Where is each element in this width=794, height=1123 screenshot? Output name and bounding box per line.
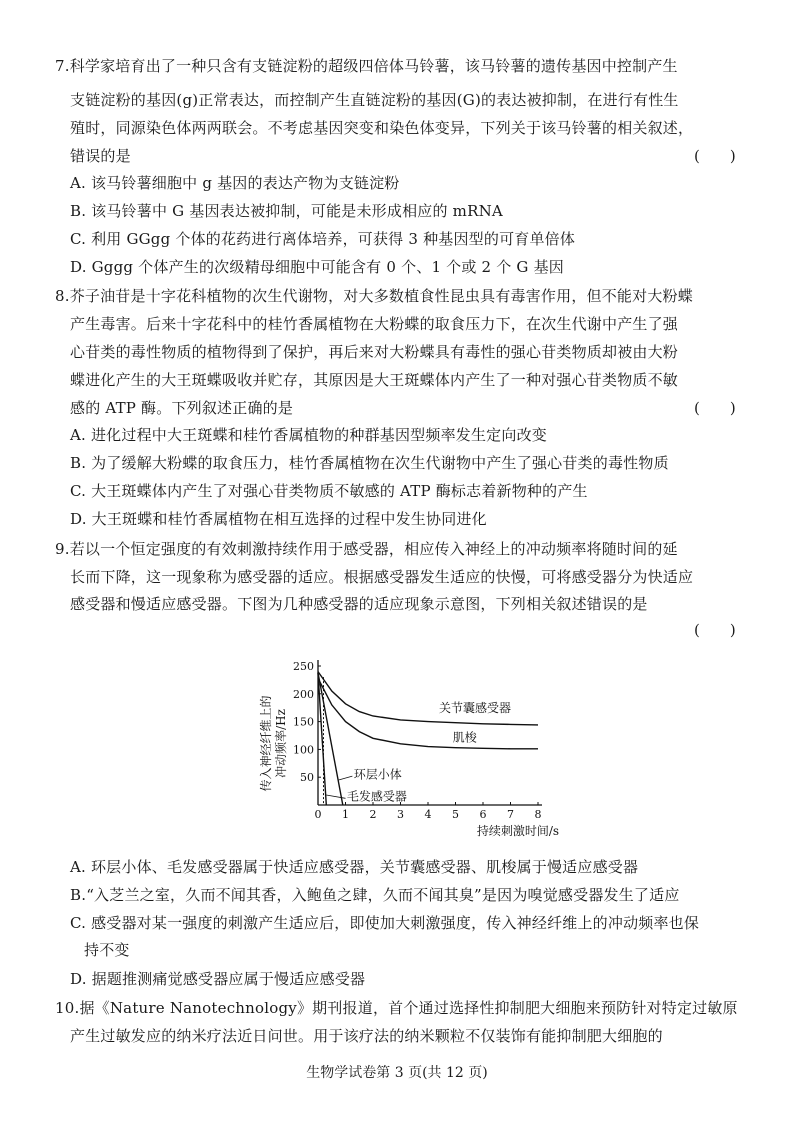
x-tick-label: 7 <box>507 808 514 821</box>
x-tick-label: 4 <box>424 808 432 821</box>
q8-option-a: A. 进化过程中大王斑蝶和桂竹香属植物的种群基因型频率发生定向改变 <box>70 426 547 444</box>
q8-option-d: D. 大王斑蝶和桂竹香属植物在相互选择的过程中发生协同进化 <box>70 510 487 528</box>
series-label: 关节囊感受器 <box>439 701 512 716</box>
q10-stem-line: 10.据《Nature Nanotechnology》期刊报道，首个通过选择性抑制肥大细胞来预防针对特定过敏原 <box>55 999 738 1017</box>
series-label: 肌梭 <box>452 730 477 745</box>
q9-option-a: A. 环层小体、毛发感受器属于快适应感受器，关节囊感受器、肌梭属于慢适应感受器 <box>70 858 639 876</box>
series-label: 环层小体 <box>353 767 402 782</box>
q7-stem-line: 错误的是 <box>70 147 131 165</box>
y-tick-label: 50 <box>300 771 314 785</box>
q10-stem-line: 产生过敏发应的纳米疗法近日问世。用于该疗法的纳米颗粒不仅装饰有能抑制肥大细胞的 <box>70 1027 663 1045</box>
chart-series-group <box>318 672 538 805</box>
series-line <box>318 672 538 725</box>
x-tick-label: 1 <box>342 808 349 821</box>
q7-option-c: C. 利用 GGgg 个体的花药进行离体培养，可获得 3 种基因型的可育单倍体 <box>70 230 576 248</box>
series-label-leader <box>339 776 353 780</box>
q7-answer-bracket: ( ) <box>694 147 736 165</box>
q7-option-d: D. Gggg 个体产生的次级精母细胞中可能含有 0 个、1 个或 2 个 G 基因 <box>70 258 564 276</box>
q8-option-b: B. 为了缓解大粉蝶的取食压力，桂竹香属植物在次生代谢物中产生了强心苷类的毒性物质 <box>70 454 669 472</box>
x-tick-label: 2 <box>369 808 377 821</box>
x-tick-label: 0 <box>314 808 322 821</box>
q7-stem-line: 殖时，同源染色体两两联会。不考虑基因突变和染色体变异，下列关于该马铃薯的相关叙述， <box>70 119 694 137</box>
series-label: 毛发感受器 <box>346 789 407 804</box>
y-tick-label: 100 <box>293 743 314 757</box>
x-tick-label: 8 <box>534 808 542 821</box>
y-axis-title: 冲动频率/Hz <box>274 709 288 778</box>
q7-stem-line: 7.科学家培育出了一种只含有支链淀粉的超级四倍体马铃薯，该马铃薯的遗传基因中控制产生 <box>55 57 678 75</box>
x-tick-label: 5 <box>452 808 459 821</box>
q7-option-a: A. 该马铃薯细胞中 g 基因的表达产物为支链淀粉 <box>70 174 400 192</box>
q9-stem-line: 感受器和慢适应感受器。下图为几种感受器的适应现象示意图，下列相关叙述错误的是 <box>70 595 648 613</box>
q8-stem-line: 感的 ATP 酶。下列叙述正确的是 <box>70 399 294 417</box>
y-tick-label: 200 <box>293 687 314 701</box>
q8-stem-line: 心苷类的毒性物质的植物得到了保护，再后来对大粉蝶具有毒性的强心苷类物质却被由大粉 <box>70 343 679 361</box>
q9-stem-line: 长而下降，这一现象称为感受器的适应。根据感受器发生适应的快慢，可将感受器分为快适应 <box>70 568 694 586</box>
x-tick-label: 3 <box>397 808 404 821</box>
q9-answer-bracket: ( ) <box>694 621 736 639</box>
q8-stem-line: 蝶进化产生的大王斑蝶吸收并贮存，其原因是大王斑蝶体内产生了一种对强心苷类物质不敏 <box>70 371 679 389</box>
q9-option-d: D. 据题推测痛觉感受器应属于慢适应感受器 <box>70 970 366 988</box>
q7-option-b: B. 该马铃薯中 G 基因表达被抑制，可能是未形成相应的 mRNA <box>70 202 503 220</box>
page-footer: 生物学试卷第 3 页(共 12 页) <box>306 1065 488 1081</box>
y-axis-title: 传入神经纤维上的 <box>259 695 273 792</box>
q9-option-c: C. 感受器对某一强度的刺激产生适应后，即使加大刺激强度，传入神经纤维上的冲动频率也保 <box>70 914 700 932</box>
q9-option-b: B.“入芝兰之室，久而不闻其香，入鲍鱼之肆，久而不闻其臭”是因为嗅觉感受器发生了适应 <box>70 886 680 904</box>
series-label-leader <box>326 795 345 798</box>
q7-stem-line: 支链淀粉的基因(g)正常表达，而控制产生直链淀粉的基因(G)的表达被抑制，在进行有性生 <box>70 91 679 109</box>
q8-stem-line: 产生毒害。后来十字花科中的桂竹香属植物在大粉蝶的取食压力下，在次生代谢中产生了强 <box>70 315 679 333</box>
x-axis-title: 持续刺激时间/s <box>476 824 560 838</box>
q8-option-c: C. 大王斑蝶体内产生了对强心苷类物质不敏感的 ATP 酶标志着新物种的产生 <box>70 482 588 500</box>
q8-answer-bracket: ( ) <box>694 399 736 417</box>
q9-option-c-cont: 持不变 <box>84 941 130 959</box>
adaptation-chart <box>252 652 562 838</box>
y-tick-label: 250 <box>293 660 314 673</box>
q9-stem-line: 9.若以一个恒定强度的有效刺激持续作用于感受器，相应传入神经上的冲动频率将随时间的延 <box>55 540 678 558</box>
q8-stem-line: 8.芥子油苷是十字花科植物的次生代谢物，对大多数植食性昆虫具有毒害作用，但不能对大粉蝶 <box>55 287 693 305</box>
x-tick-label: 6 <box>479 808 487 821</box>
y-tick-label: 150 <box>293 715 314 729</box>
